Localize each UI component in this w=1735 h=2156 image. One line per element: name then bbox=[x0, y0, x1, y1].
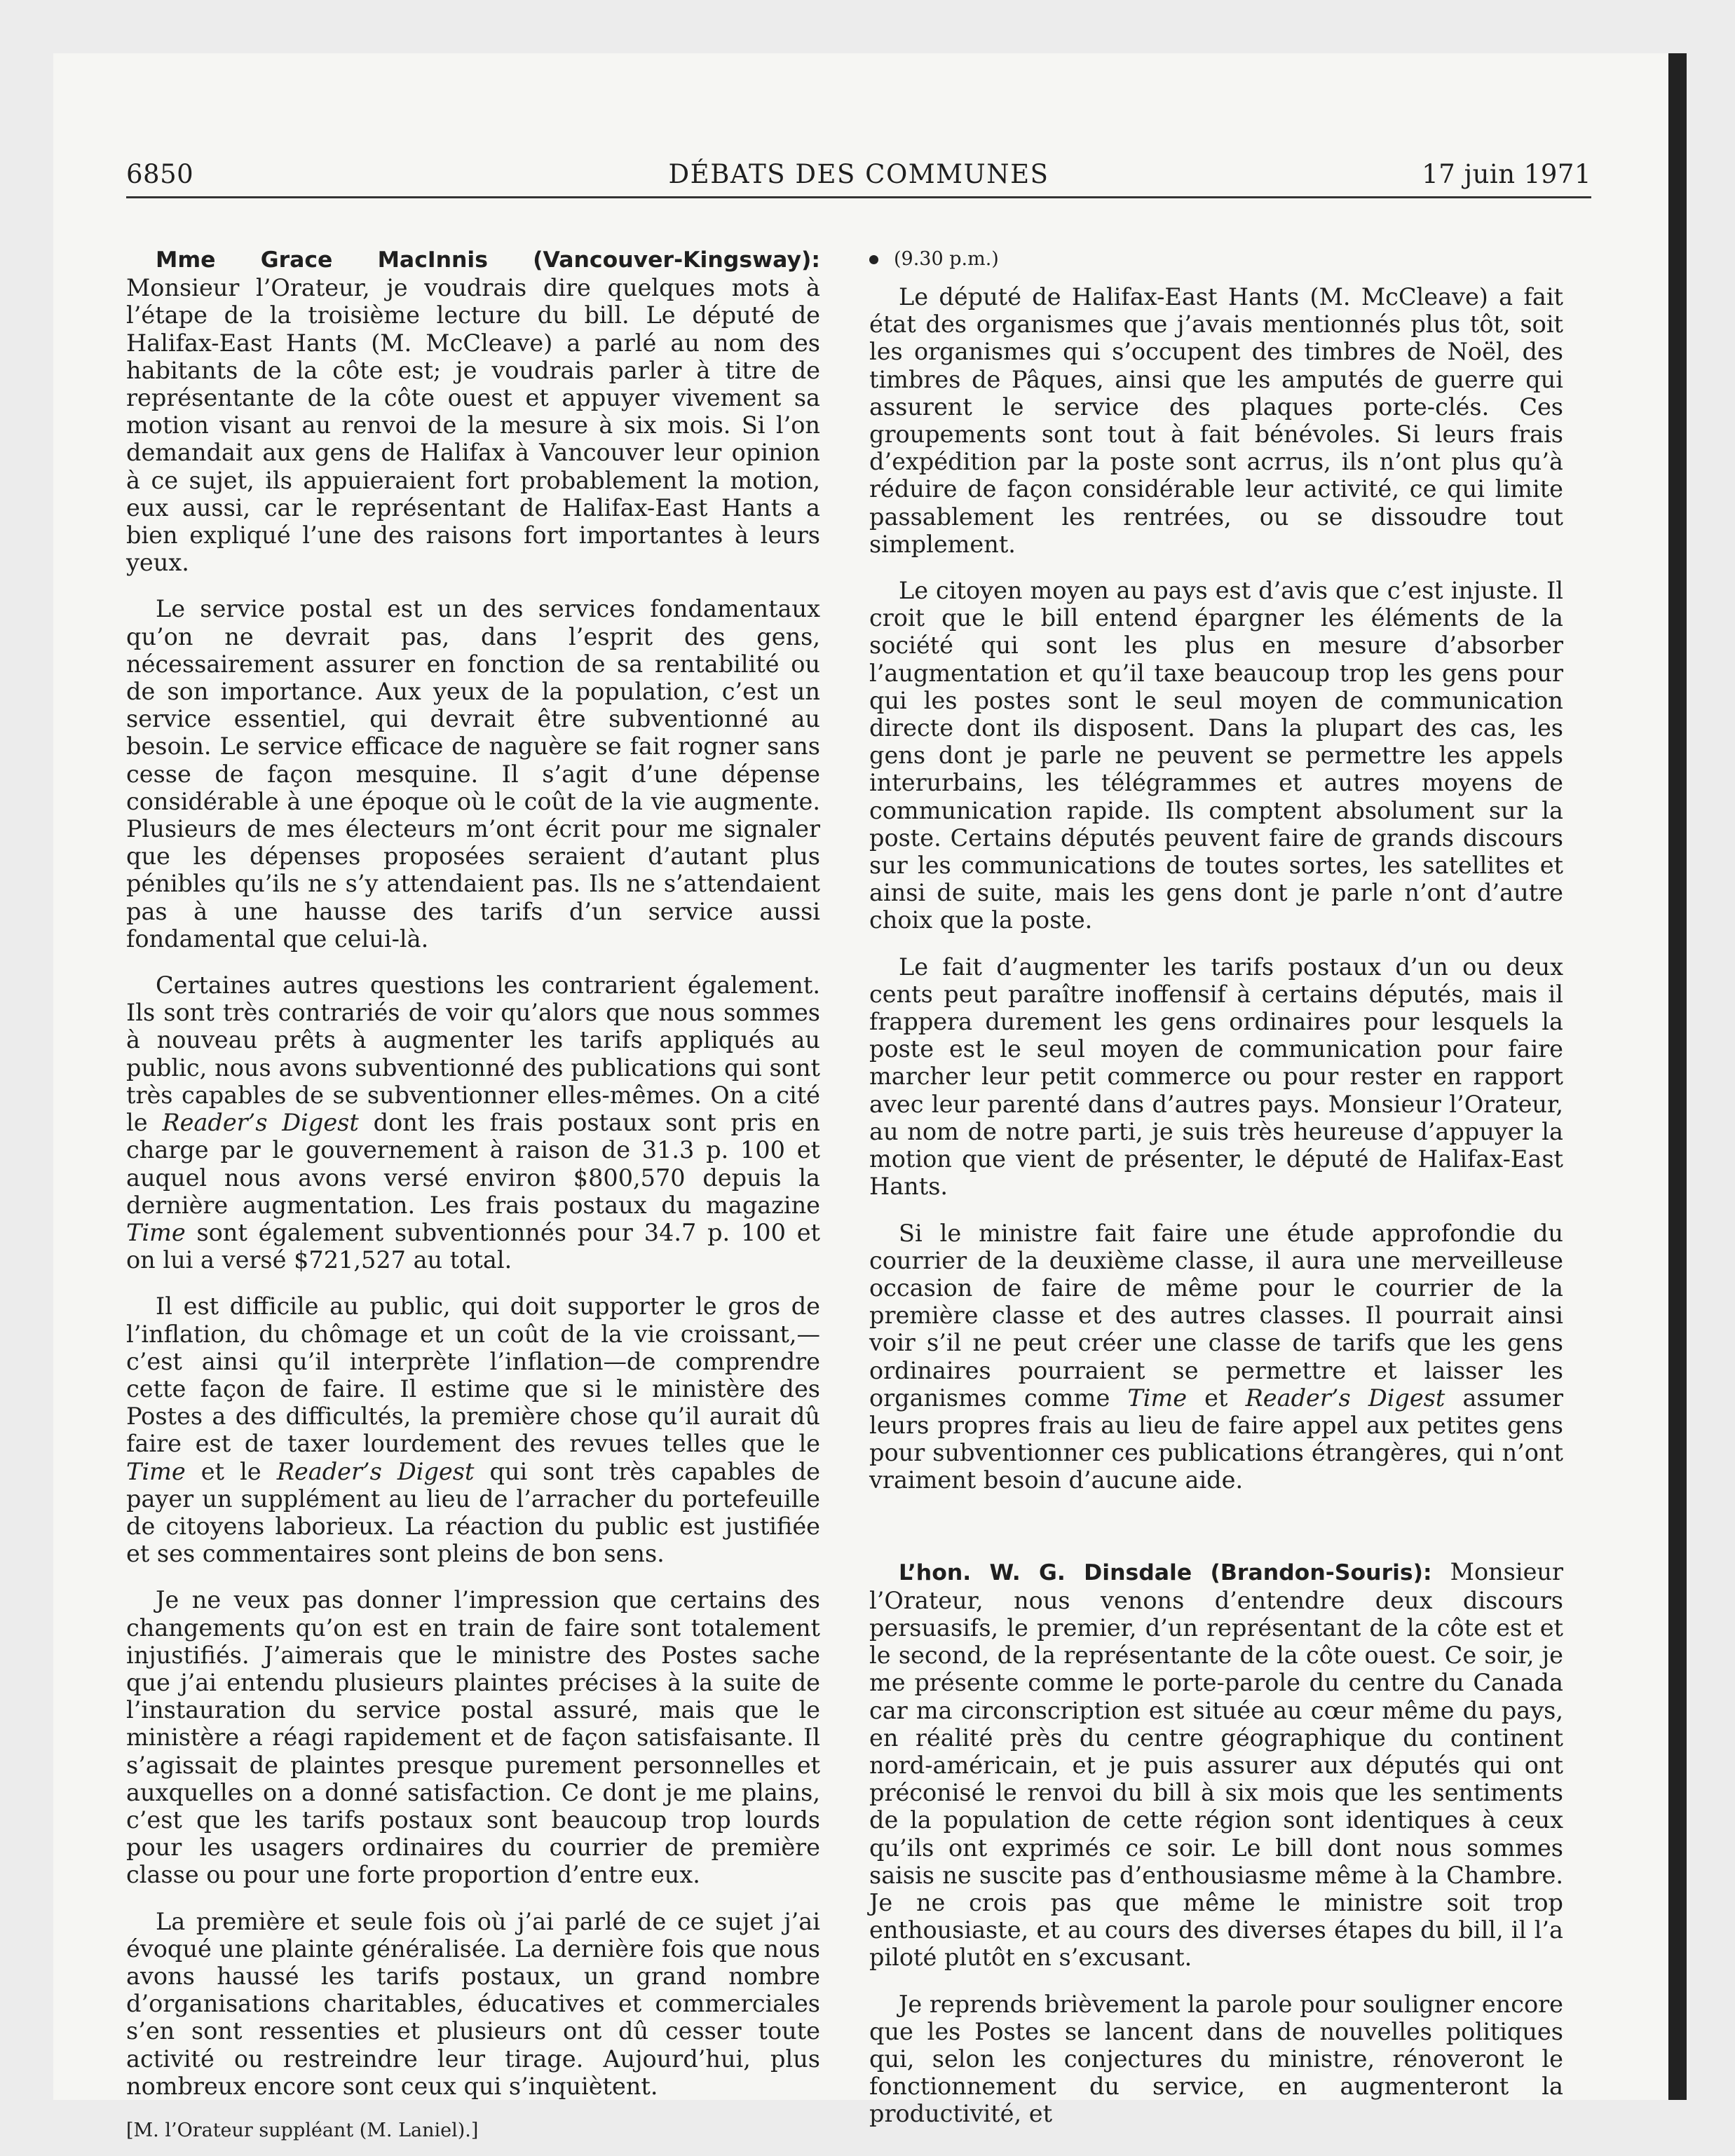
scan-edge-band bbox=[1668, 53, 1687, 2100]
paragraph: Je reprends brièvement la parole pour souligner encore que les Postes se lancent dans de nouvelles politiques qui, selon les conjectures du ministre, rénoveront le fonctionnement du service, en augmenteront la productivité, et bbox=[869, 1990, 1563, 2128]
timestamp: (9.30 p.m.) bbox=[869, 245, 1563, 273]
running-title: DÉBATS DES COMMUNES bbox=[668, 159, 1049, 189]
paragraph: Si le ministre fait faire une étude approfondie du courrier de la deuxième classe, il aura une merveilleuse occasion de faire de même pour le courrier de la première classe et des autres classes. Il pourrait ainsi voir s’il ne peut créer une classe de tarifs que les gens ordinaires pourraient se permettre et laisser les organismes comme Time et Reader’s Digest assumer leurs propres frais au lieu de faire appel aux petites gens pour subventionner ces publications étrangères, qui n’ont vraiment besoin d’aucune aide. bbox=[869, 1219, 1563, 1494]
paragraph: Mme Grace MacInnis (Vancouver-Kingsway): Monsieur l’Orateur, je voudrais dire quelques mots à l’étape de la troisième lecture du bill. Le député de Halifax-East Hants (M. McCleave) a parlé au nom des habitants de la côte est; je voudrais parler à titre de représentante de la côte ouest et appuyer vivement sa motion visant au renvoi de la mesure à six mois. Si l’on demandait aux gens de Halifax à Vancouver leur opinion à ce sujet, ils appuieraient fort probablement la motion, eux aussi, car le représentant de Halifax-East Hants a bien expliqué l’une des raisons fort importantes à leurs yeux. bbox=[126, 247, 820, 577]
publication-title: Reader’s Digest bbox=[162, 1109, 359, 1137]
page-header bbox=[126, 156, 1591, 198]
right-column bbox=[869, 245, 1563, 2147]
paragraph: Le service postal est un des services fondamentaux qu’on ne devrait pas, dans l’esprit des gens, nécessairement assurer en fonction de sa rentabilité ou de son importance. Aux yeux de la population, c’est un service essentiel, qui devrait être subventionné au besoin. Le service efficace de naguère se fait rogner sans cesse de façon mesquine. Il s’agit d’une dépense considérable à une époque où le coût de la vie augmente. Plusieurs de mes électeurs m’ont écrit pour me signaler que les dépenses proposées seraient d’autant plus pénibles qu’ils ne s’y attendaient pas. Ils ne s’attendaient pas à une hausse des tarifs d’un service aussi fondamental que celui-là. bbox=[126, 595, 820, 953]
paragraph: Le citoyen moyen au pays est d’avis que c’est injuste. Il croit que le bill entend épargner les éléments de la société qui sont les plus en mesure d’absorber l’augmentation et qu’il taxe beaucoup trop les gens pour qui les postes sont le seul moyen de communication directe dont ils disposent. Dans la plupart des cas, les gens dont je parle ne peuvent se permettre les appels interurbains, les télégrammes et autres moyens de communication rapide. Ils comptent absolument sur la poste. Certains députés peuvent faire de grands discours sur les communications de toutes sortes, les satellites et ainsi de suite, mais les gens dont je parle n’ont d’autre choix que la poste. bbox=[869, 577, 1563, 934]
publication-title: Time bbox=[126, 1218, 186, 1246]
left-column bbox=[126, 245, 820, 2143]
speaker-name: Mme Grace MacInnis (Vancouver-Kingsway): bbox=[156, 247, 820, 273]
section-gap bbox=[869, 1513, 1563, 1558]
speaker-name: L’hon. W. G. Dinsdale (Brandon-Souris): bbox=[899, 1560, 1432, 1585]
page-number: 6850 bbox=[126, 159, 194, 189]
bullet-icon bbox=[869, 255, 878, 264]
publication-title: Reader’s Digest bbox=[1245, 1384, 1445, 1412]
publication-title: Time bbox=[126, 1457, 186, 1485]
publication-title: Reader’s Digest bbox=[276, 1457, 475, 1485]
paragraph: Le fait d’augmenter les tarifs postaux d’un ou deux cents peut paraître inoffensif à certains députés, mais il frappera durement les gens ordinaires pour lesquels la poste est le seul moyen de communication pour faire marcher leur petit commerce ou pour rester en rapport avec leur parenté dans d’autres pays. Monsieur l’Orateur, au nom de notre parti, je suis très heureuse d’appuyer la motion que vient de présenter, le député de Halifax-East Hants. bbox=[869, 953, 1563, 1201]
paragraph: Je ne veux pas donner l’impression que certains des changements qu’on est en train de faire sont totalement injustifiés. J’aimerais que le ministre des Postes sache que j’ai entendu plusieurs plaintes précises à la suite de l’instauration du service postal assuré, mais que le ministère a réagi rapidement et de façon satisfaisante. Il s’agissait de plaintes presque purement personnelles et auxquelles on a donné satisfaction. Ce dont je me plains, c’est que les tarifs postaux sont beaucoup trop lourds pour les usagers ordinaires du courrier de première classe ou pour une forte proportion d’entre eux. bbox=[126, 1586, 820, 1889]
publication-title: Time bbox=[1127, 1384, 1188, 1412]
paragraph: Certaines autres questions les contrarient également. Ils sont très contrariés de voir qu’alors que nous sommes à nouveau prêts à augmenter les tarifs appliqués au public, nous avons subventionné des publications qui sont très capables de se subventionner elles-mêmes. On a cité le Reader’s Digest dont les frais postaux sont pris en charge par le gouvernement à raison de 31.3 p. 100 et auquel nous avons versé environ $800,570 depuis la dernière augmentation. Les frais postaux du magazine Time sont également subventionnés pour 34.7 p. 100 et on lui a versé $721,527 au total. bbox=[126, 971, 820, 1274]
issue-date: 17 juin 1971 bbox=[1422, 159, 1591, 189]
paragraph: La première et seule fois où j’ai parlé de ce sujet j’ai évoqué une plainte généralisée. La dernière fois que nous avons haussé les tarifs postaux, un grand nombre d’organisations charitables, éducatives et commerciales s’en sont ressenties et plusieurs ont dû cesser toute activité ou restreindre leur tirage. Aujourd’hui, plus nombreux encore sont ceux qui s’inquiètent. bbox=[126, 1907, 820, 2100]
paragraph: Il est difficile au public, qui doit supporter le gros de l’inflation, du chômage et un coût de la vie croissant,—c’est ainsi qu’il interprète l’inflation—de comprendre cette façon de faire. Il estime que si le ministère des Postes a des difficultés, la première chose qu’il aurait dû faire est de taxer lourdement des revues telles que le Time et le Reader’s Digest qui sont très capables de payer un supplément au lieu de l’arracher du portefeuille de citoyens laborieux. La réaction du public est justifiée et ses commentaires sont pleins de bon sens. bbox=[126, 1292, 820, 1568]
chair-note: [M. l’Orateur suppléant (M. Laniel).] bbox=[126, 2120, 479, 2141]
paragraph: Le député de Halifax-East Hants (M. McCleave) a fait état des organismes que j’avais mentionnés plus tôt, soit les organismes qui s’occupent des timbres de Noël, des timbres de Pâques, ainsi que les amputés de guerre qui assurent le service des plaques porte-clés. Ces groupements sont tout à fait bénévoles. Si leurs frais d’expédition par la poste sont acrrus, ils n’ont plus qu’à réduire de façon considérable leur activité, ce qui limite passablement les rentrées, ou se dissoudre tout simplement. bbox=[869, 283, 1563, 558]
paragraph: L’hon. W. G. Dinsdale (Brandon-Souris): Monsieur l’Orateur, nous venons d’entendre deux discours persuasifs, le premier, d’un représentant de la côte est et le second, de la représentante de la côte ouest. Ce soir, je me présente comme le porte-parole du centre du Canada car ma circonscription est située au cœur même du pays, en réalité près du centre géographique du continent nord-américain, et je puis assurer aux députés qui ont préconisé le renvoi du bill à six mois que les sentiments de la population de cette région sont identiques à ceux qu’ils ont exprimés ce soir. Le bill dont nous sommes saisis ne suscite pas d’enthousiasme même à la Chambre. Je ne crois pas que même le ministre soit trop enthousiaste, et au cours des diverses étapes du bill, il l’a piloté plutôt en s’excusant. bbox=[869, 1557, 1564, 1972]
